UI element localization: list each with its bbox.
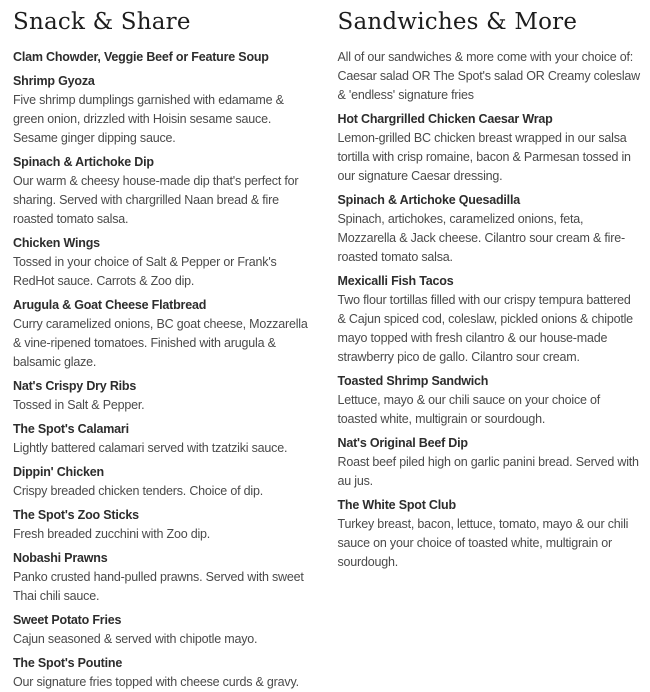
menu-item	[13, 234, 318, 291]
menu-item-name: Nat's Original Beef Dip	[337, 436, 468, 450]
menu-item	[13, 654, 318, 692]
menu-item	[13, 48, 318, 67]
menu-item-name: The White Spot Club	[337, 498, 456, 512]
menu-item-name: Nat's Crispy Dry Ribs	[13, 379, 137, 393]
menu-item-name: Nobashi Prawns	[13, 551, 108, 565]
section-title-snack-and-share: Snack & Share	[13, 9, 191, 35]
menu-item-description: Tossed in your choice of Salt & Pepper or Frank's RedHot sauce. Carrots & Zoo dip.	[13, 255, 277, 288]
menu-item	[13, 72, 318, 148]
menu-item-name: Sweet Potato Fries	[13, 613, 122, 627]
menu-items	[13, 48, 318, 692]
menu-item-description: Lettuce, mayo & our chili sauce on your choice of toasted white, multigrain or sourdough.	[337, 393, 601, 426]
menu-item-name: Dippin' Chicken	[13, 465, 104, 479]
menu-item-description: Panko crusted hand-pulled prawns. Served with sweet Thai chili sauce.	[13, 570, 304, 603]
menu-item	[338, 191, 643, 267]
menu-item-name: Arugula & Goat Cheese Flatbread	[13, 298, 207, 312]
menu-item	[338, 434, 643, 491]
menu-item	[338, 110, 643, 186]
menu-item	[13, 377, 318, 415]
menu-item-description: Turkey breast, bacon, lettuce, tomato, mayo & our chili sauce on your choice of toasted white, multigrain or sourdough.	[337, 517, 629, 569]
menu-item-description: Spinach, artichokes, caramelized onions, feta, Mozzarella & Jack cheese. Cilantro sour cream & fire-roasted tomato salsa.	[337, 212, 625, 264]
menu-item-name: Mexicalli Fish Tacos	[337, 274, 454, 288]
menu-item	[338, 372, 643, 429]
menu-item-description: Tossed in Salt & Pepper.	[13, 398, 145, 412]
menu-item-description: Curry caramelized onions, BC goat cheese, Mozzarella & vine-ripened tomatoes. Finished with arugula & balsamic glaze.	[13, 317, 308, 369]
menu-item	[338, 272, 643, 367]
column-snack-and-share	[13, 4, 318, 692]
menu-item-description: Cajun seasoned & served with chipotle mayo.	[13, 632, 258, 646]
menu-item-description: Five shrimp dumplings garnished with edamame & green onion, drizzled with Hoisin sesame sauce. Sesame ginger dipping sauce.	[13, 93, 284, 145]
menu-item-description: Two flour tortillas filled with our crispy tempura battered & Cajun spiced cod, coleslaw, pickled onions & chipotle mayo topped with fresh cilantro & our house-made strawberry pico de gallo. Cilantro sour cream.	[337, 293, 633, 364]
menu-item	[13, 506, 318, 544]
menu-item-name: Hot Chargrilled Chicken Caesar Wrap	[337, 112, 553, 126]
menu-item	[338, 496, 643, 572]
menu-item-name: Shrimp Gyoza	[13, 74, 95, 88]
section-title-sandwiches-and-more: Sandwiches & More	[337, 9, 578, 35]
menu-item-description: Roast beef piled high on garlic panini bread. Served with au jus.	[337, 455, 639, 488]
menu-items	[338, 110, 643, 572]
menu-item-description: Our signature fries topped with cheese curds & gravy.	[13, 675, 299, 689]
menu-item-description: Lemon-grilled BC chicken breast wrapped in our salsa tortilla with crisp romaine, bacon & Parmesan tossed in our signature Caesar dressing.	[337, 131, 631, 183]
section-intro: All of our sandwiches & more come with your choice of: Caesar salad OR The Spot's salad OR Creamy coleslaw & 'endless' signature fries	[337, 50, 641, 102]
column-sandwiches-and-more	[338, 4, 643, 692]
menu-item	[13, 463, 318, 501]
menu-item	[13, 611, 318, 649]
menu-item-name: The Spot's Poutine	[13, 656, 123, 670]
menu-item-name: Clam Chowder, Veggie Beef or Feature Soup	[13, 50, 269, 64]
menu-item-name: The Spot's Zoo Sticks	[13, 508, 139, 522]
menu-item-name: The Spot's Calamari	[13, 422, 129, 436]
menu-item-description: Lightly battered calamari served with tzatziki sauce.	[13, 441, 288, 455]
menu-item	[13, 420, 318, 458]
menu-item	[13, 296, 318, 372]
menu-item-description: Fresh breaded zucchini with Zoo dip.	[13, 527, 211, 541]
menu-item-name: Toasted Shrimp Sandwich	[337, 374, 489, 388]
menu-item-description: Our warm & cheesy house-made dip that's perfect for sharing. Served with chargrilled Naan bread & fire roasted tomato salsa.	[13, 174, 299, 226]
menu-item	[13, 549, 318, 606]
menu-item-name: Chicken Wings	[13, 236, 100, 250]
menu-item	[13, 153, 318, 229]
menu-item-name: Spinach & Artichoke Quesadilla	[337, 193, 520, 207]
menu-item-name: Spinach & Artichoke Dip	[13, 155, 154, 169]
menu-item-description: Crispy breaded chicken tenders. Choice of dip.	[13, 484, 263, 498]
